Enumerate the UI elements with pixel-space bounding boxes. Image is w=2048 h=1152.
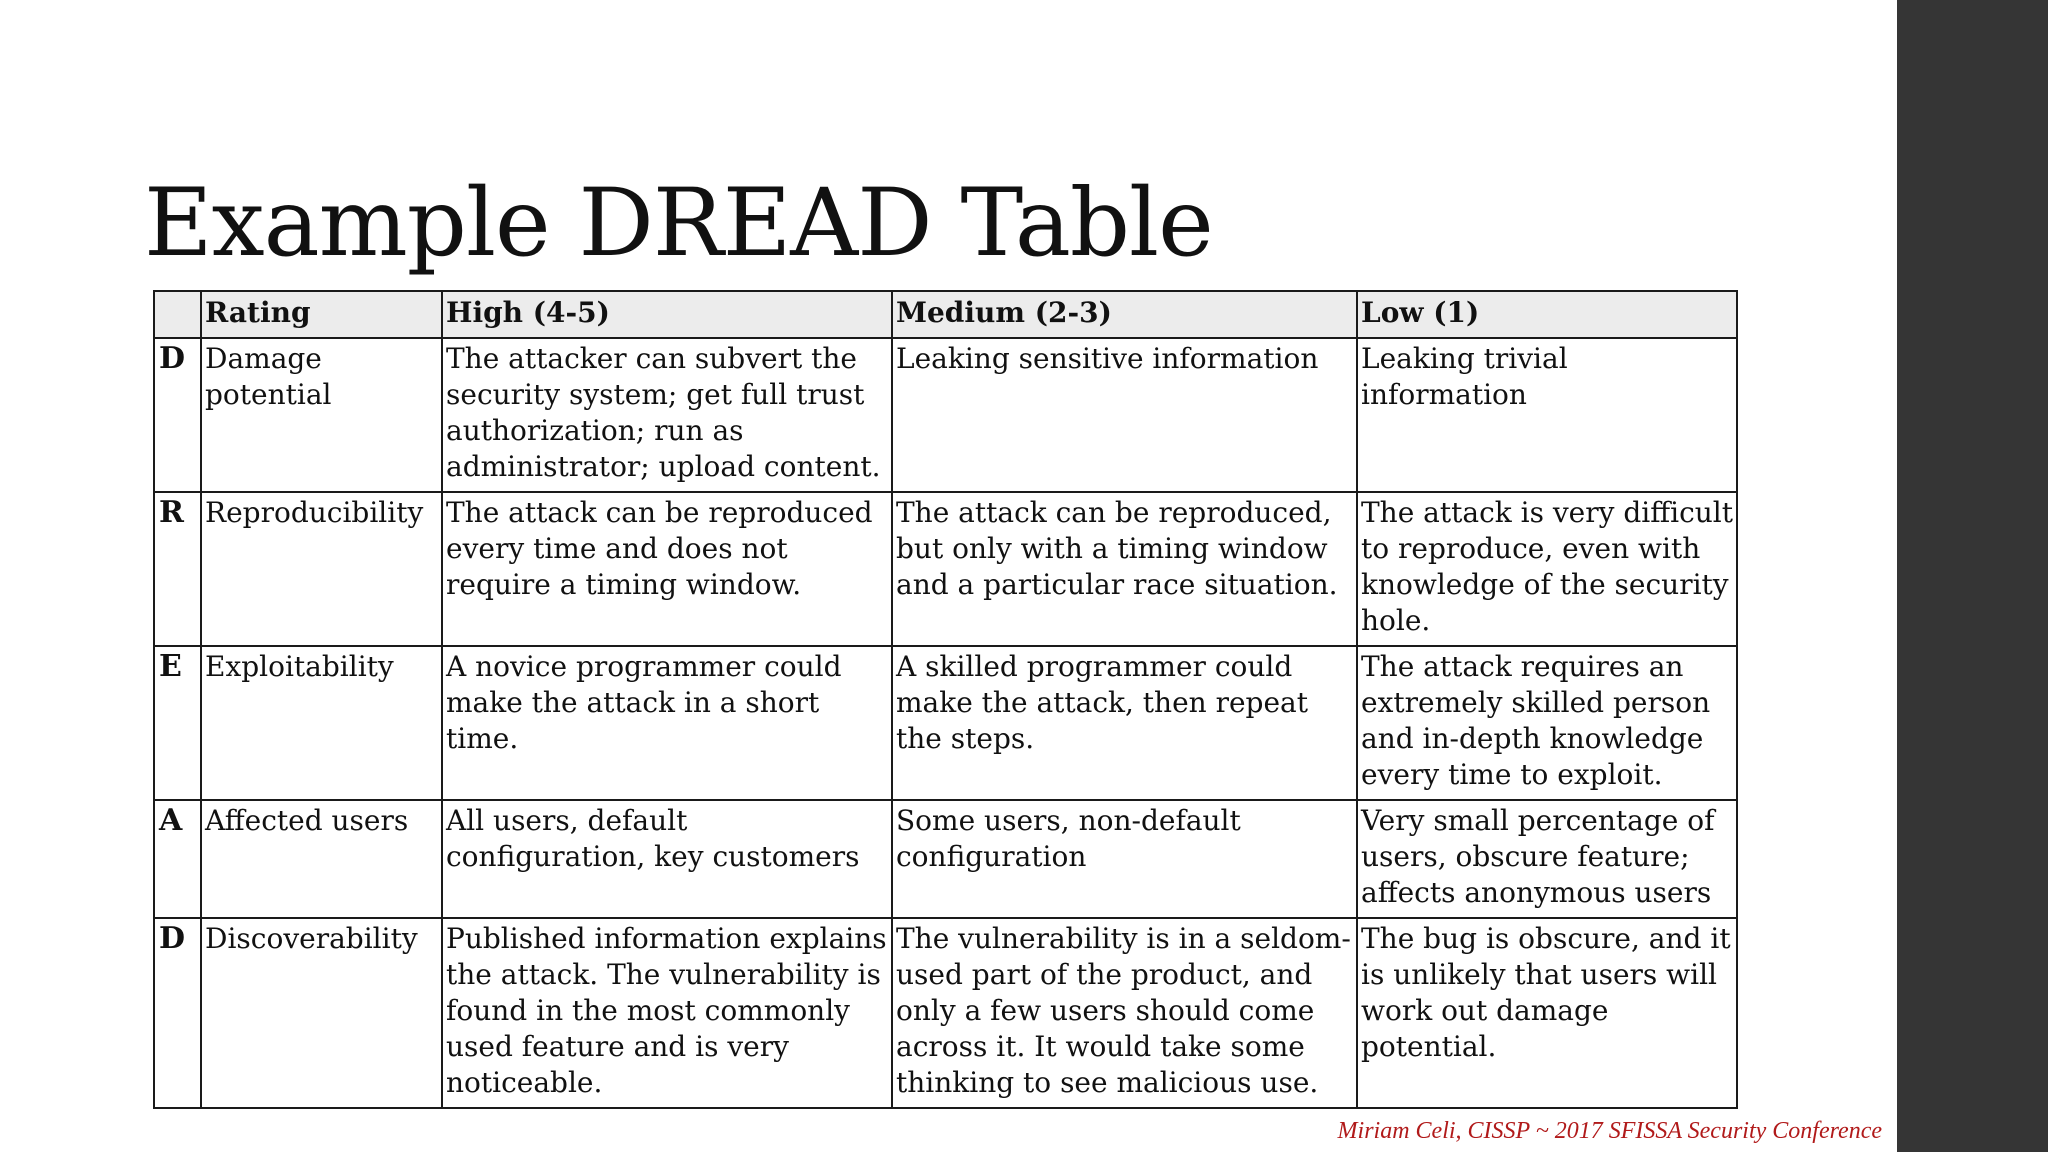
row-low: The bug is obscure, and it is unlikely that users will work out damage potential. <box>1357 918 1737 1108</box>
row-high: The attack can be reproduced every time and does not require a timing window. <box>442 492 892 646</box>
table-row <box>154 800 1737 918</box>
row-medium: Some users, non-default configuration <box>892 800 1357 918</box>
row-low: The attack is very difficult to reproduce, even with knowledge of the security hole. <box>1357 492 1737 646</box>
row-low: Very small percentage of users, obscure feature; affects anonymous users <box>1357 800 1737 918</box>
row-high: A novice programmer could make the attack in a short time. <box>442 646 892 800</box>
row-high: Published information explains the attack. The vulnerability is found in the most commonly used feature and is very noticeable. <box>442 918 892 1108</box>
row-rating: Reproducibility <box>201 492 442 646</box>
table-row <box>154 918 1737 1108</box>
slide-title: Example DREAD Table <box>144 169 1213 278</box>
footer-credit: Miriam Celi, CISSP ~ 2017 SFISSA Security Conference <box>1337 1118 1882 1144</box>
header-letter <box>154 291 201 338</box>
table-header-row <box>154 291 1737 338</box>
row-high: The attacker can subvert the security system; get full trust authorization; run as administrator; upload content. <box>442 338 892 492</box>
row-low: The attack requires an extremely skilled person and in-depth knowledge every time to exploit. <box>1357 646 1737 800</box>
row-rating: Discoverability <box>201 918 442 1108</box>
table-row <box>154 338 1737 492</box>
dread-table <box>153 290 1738 1109</box>
row-letter: D <box>154 338 201 492</box>
header-rating: Rating <box>201 291 442 338</box>
header-high: High (4-5) <box>442 291 892 338</box>
right-sidebar-bar <box>1897 0 2048 1152</box>
row-letter: E <box>154 646 201 800</box>
row-rating: Damage potential <box>201 338 442 492</box>
table-row <box>154 492 1737 646</box>
header-medium: Medium (2-3) <box>892 291 1357 338</box>
row-rating: Affected users <box>201 800 442 918</box>
row-medium: Leaking sensitive information <box>892 338 1357 492</box>
row-letter: A <box>154 800 201 918</box>
row-rating: Exploitability <box>201 646 442 800</box>
row-medium: The attack can be reproduced, but only with a timing window and a particular race situation. <box>892 492 1357 646</box>
table-row <box>154 646 1737 800</box>
header-low: Low (1) <box>1357 291 1737 338</box>
row-letter: R <box>154 492 201 646</box>
row-low: Leaking trivial information <box>1357 338 1737 492</box>
row-medium: A skilled programmer could make the attack, then repeat the steps. <box>892 646 1357 800</box>
row-letter: D <box>154 918 201 1108</box>
row-high: All users, default configuration, key customers <box>442 800 892 918</box>
row-medium: The vulnerability is in a seldom-used part of the product, and only a few users should come across it. It would take some thinking to see malicious use. <box>892 918 1357 1108</box>
